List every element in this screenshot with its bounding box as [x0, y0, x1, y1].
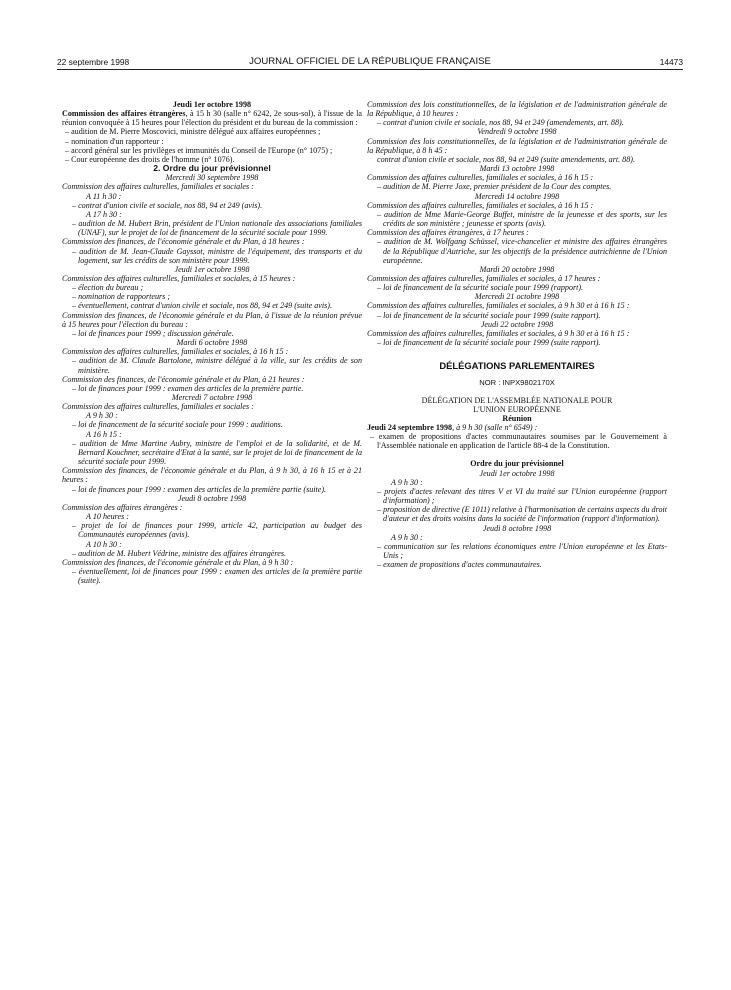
agenda-blocks — [62, 173, 362, 585]
commission-entry: Commission des affaires culturelles, familiales et sociales, à 16 h 15 : — [367, 200, 594, 210]
day-heading: Mardi 6 octobre 1998 — [176, 338, 248, 348]
day-heading: Jeudi 1er octobre 1998 — [172, 100, 252, 109]
time-slot: A 9 h 30 : — [86, 411, 118, 421]
commission-entry: Commission des affaires culturelles, familiales et sociales, à 16 h 15 : — [367, 173, 594, 183]
commission-entry: Commission des affaires culturelles, familiales et sociales : — [62, 182, 254, 192]
agenda-item: – projet de loi de finances pour 1999, article 42, participation au budget des Communautés européennes (avis). — [72, 521, 362, 540]
commission-entry: Commission des affaires culturelles, familiales et sociales, à 9 h 30 et à 16 h 15 : — [367, 301, 630, 311]
agenda-item: – proposition de directive (E 1011) relative à l'harmonisation de certains aspects du droit d'auteur et des droits voisins dans la société de l'information (rapport d'information). — [377, 505, 667, 524]
agenda-title: Ordre du jour prévisionnel — [470, 459, 564, 469]
agenda-item: – projets d'actes relevant des titres V et VI du traité sur l'Union européenne (rapport d'information) ; — [377, 486, 667, 506]
agenda-item: – éventuellement, loi de finances pour 1999 : examen des articles de la première partie (suite). — [72, 566, 362, 586]
day-heading: Mercredi 21 octobre 1998 — [474, 292, 560, 302]
left-column — [62, 100, 362, 585]
time-slot: A 17 h 30 : — [86, 209, 122, 219]
time-slot: A 10 h 30 : — [86, 539, 122, 549]
agenda-item: – loi de finances pour 1999 ; discussion générale. — [72, 328, 234, 338]
header-date: 22 septembre 1998 — [57, 57, 130, 67]
agenda-item: – audition de M. Claude Bartolone, ministre délégué à la ville, sur les crédits de son ministère. — [72, 356, 362, 375]
meeting-entry — [367, 423, 667, 432]
agenda-blocks — [367, 100, 667, 347]
agenda-items — [62, 127, 362, 164]
commission-entry: Commission des finances, de l'économie générale et du Plan, à 18 heures : — [62, 237, 305, 247]
agenda-item: contrat d'union civile et sociale, nos 88, 94 et 249 (suite amendements, art. 88). — [377, 154, 635, 164]
reunion-heading: Réunion — [502, 413, 532, 423]
agenda-item: – audition de M. Hubert Brin, président de l'Union nationale des associations familiales (UNAF), sur le projet de loi de financement de la sécurité sociale pour 1999. — [72, 219, 362, 238]
commission-entry: Commission des affaires culturelles, familiales et sociales, à 9 h 30 et à 16 h 15 : — [367, 328, 630, 338]
agenda-item: – audition de Mme Martine Aubry, ministre de l'emploi et de la solidarité, et de M. Bernard Kouchner, secrétaire d'Etat à la santé, sur le projet de loi de financement de la sécurité sociale pour 1999. — [72, 438, 362, 467]
agenda-item: – audition de Mme Marie-George Buffet, ministre de la jeunesse et des sports, sur les crédits de son ministère ; jeunesse et sports (avis). — [377, 209, 667, 229]
meeting-date: Jeudi 24 septembre 1998 — [367, 423, 453, 432]
time-slot: A 10 heures : — [86, 512, 129, 522]
commission-entry: Commission des affaires étrangères, à 17 heures : — [367, 228, 529, 238]
header-title: JOURNAL OFFICIEL DE LA RÉPUBLIQUE FRANÇAISE — [249, 56, 491, 67]
commission-name: Commission des affaires étrangères — [62, 109, 186, 119]
day-heading: Mardi 13 octobre 1998 — [479, 164, 555, 174]
agenda-item: – Cour européenne des droits de l'homme (n° 1076). — [65, 154, 235, 164]
day-heading: Vendredi 9 octobre 1998 — [477, 127, 557, 137]
agenda-item: – audition de M. Hubert Védrine, ministre des affaires étrangères. — [72, 548, 287, 558]
agenda-item: – loi de financement de la sécurité sociale pour 1999 (suite rapport). — [377, 310, 601, 320]
section-heading: 2. Ordre du jour prévisionnel — [153, 163, 271, 174]
commission-entry: Commission des finances, de l'économie générale et du Plan, à 21 heures : — [62, 374, 305, 384]
time-slot: A 9 h 30 : — [391, 532, 423, 542]
day-heading: Mercredi 7 octobre 1998 — [171, 393, 253, 402]
agenda-item: – loi de finances pour 1999 : examen des articles de la première partie (suite). — [72, 484, 327, 494]
agenda-blocks — [367, 469, 667, 570]
day-heading: Mercredi 30 septembre 1998 — [165, 173, 259, 183]
agenda-item: – audition de M. Pierre Moscovici, ministre délégué aux affaires européennes ; — [65, 127, 321, 137]
commission-entry: Commission des finances, de l'économie générale et du Plan, à 9 h 30 : — [62, 557, 294, 567]
commission-entry: Commission des affaires culturelles, familiales et sociales, à 15 heures : — [62, 273, 296, 283]
delegation-name: DÉLÉGATION DE L'ASSEMBLÉE NATIONALE POUR L'UNION EUROPÉENNE — [421, 395, 613, 414]
page-header — [57, 55, 683, 70]
agenda-item: – contrat d'union civile et sociale, nos 88, 94 et 249 (avis). — [72, 200, 263, 210]
time-slot: A 9 h 30 : — [391, 477, 423, 487]
right-column — [367, 100, 667, 569]
commission-entry: Commission des affaires culturelles, familiales et sociales : — [62, 402, 254, 412]
commission-entry: Commission des affaires culturelles, familiales et sociales, à 17 heures : — [367, 273, 601, 283]
agenda-item: – audition de M. Pierre Joxe, premier président de la Cour des comptes. — [377, 182, 612, 192]
time-slot: A 16 h 15 : — [86, 429, 122, 439]
commission-entry: Commission des affaires étrangères : — [62, 502, 183, 512]
day-heading: Jeudi 8 octobre 1998 — [177, 493, 247, 503]
commission-entry: Commission des affaires culturelles, familiales et sociales, à 16 h 15 : — [62, 347, 289, 357]
agenda-item: – accord général sur les privilèges et immunités du Conseil de l'Europe (n° 1075) ; — [65, 145, 333, 155]
day-heading: Jeudi 1er octobre 1998 — [479, 468, 555, 478]
commission-entry: Commission des finances, de l'économie générale et du Plan, à l'issue de la réunion prévue à 15 heures pour l'élection du bureau : — [62, 310, 362, 329]
header-page-number: 14473 — [659, 57, 683, 67]
commission-intro: , à 15 h 30 (salle n° 6242, 2e sous-sol), à l'issue de la réunion convoquée à 15 heures pour l'élection du président et du bureau de la commission : — [62, 109, 362, 128]
agenda-item: – communication sur les relations économiques entre l'Union européenne et les Etats-Unis ; — [377, 541, 667, 561]
agenda-item: – audition de M. Wolfgang Schüssel, vice-chancelier et ministre des affaires étrangères de la République d'Autriche, sur les objectifs de la présidence autrichienne de l'Union européenne. — [377, 237, 667, 265]
meeting-item: – examen de propositions d'actes communautaires soumises par le Gouvernement à l'Assemblée nationale en application de l'article 88-4 de la Constitution. — [370, 432, 667, 451]
agenda-item: – contrat d'union civile et sociale, nos 88, 94 et 249 (amendements, art. 88). — [377, 118, 624, 128]
day-heading: Jeudi 22 octobre 1998 — [480, 319, 554, 329]
agenda-item: – audition de M. Jean-Claude Gayssot, ministre de l'équipement, des transports et du logement, sur les crédits de son ministère pour 1999. — [72, 246, 362, 265]
day-heading: Mercredi 14 octobre 1998 — [474, 191, 560, 201]
agenda-item: – éventuellement, contrat d'union civile et sociale, nos 88, 94 et 249 (suite avis). — [72, 301, 332, 311]
day-heading: Jeudi 8 octobre 1998 — [482, 523, 552, 533]
agenda-item: – examen de propositions d'actes communautaires. — [377, 560, 542, 570]
time-slot: A 11 h 30 : — [86, 191, 122, 201]
commission-entry: Commission des lois constitutionnelles, de la législation et de l'administration générale de la République, à 8 h 45 : — [367, 136, 667, 155]
agenda-item: – loi de finances pour 1999 : examen des articles de la première partie. — [72, 383, 304, 393]
agenda-item: – élection du bureau ; — [72, 283, 144, 293]
commission-entry: Commission des lois constitutionnelles, de la législation et de l'administration générale de la République, à 10 heures : — [367, 100, 667, 119]
agenda-item: – loi de financement de la sécurité sociale pour 1999 : auditions. — [72, 420, 283, 430]
agenda-item: – loi de financement de la sécurité sociale pour 1999 (suite rapport). — [377, 338, 601, 348]
day-heading: Mardi 20 octobre 1998 — [479, 264, 555, 274]
nor-reference: NOR : INPX9802170X — [479, 378, 555, 388]
day-heading: Jeudi 1er octobre 1998 — [174, 264, 250, 274]
meeting-time: , à 9 h 30 (salle n° 6549) : — [452, 423, 538, 432]
agenda-item: – nomination d'un rapporteur : — [65, 136, 164, 146]
delegations-title: DÉLÉGATIONS PARLEMENTAIRES — [439, 360, 595, 372]
commission-entry — [62, 109, 362, 127]
agenda-item: – loi de financement de la sécurité sociale pour 1999 (rapport). — [377, 283, 584, 293]
commission-entry: Commission des finances, de l'économie générale et du Plan, à 9 h 30, à 16 h 15 et à 21 heures : — [62, 466, 362, 485]
agenda-item: – nomination de rapporteurs ; — [72, 292, 171, 302]
